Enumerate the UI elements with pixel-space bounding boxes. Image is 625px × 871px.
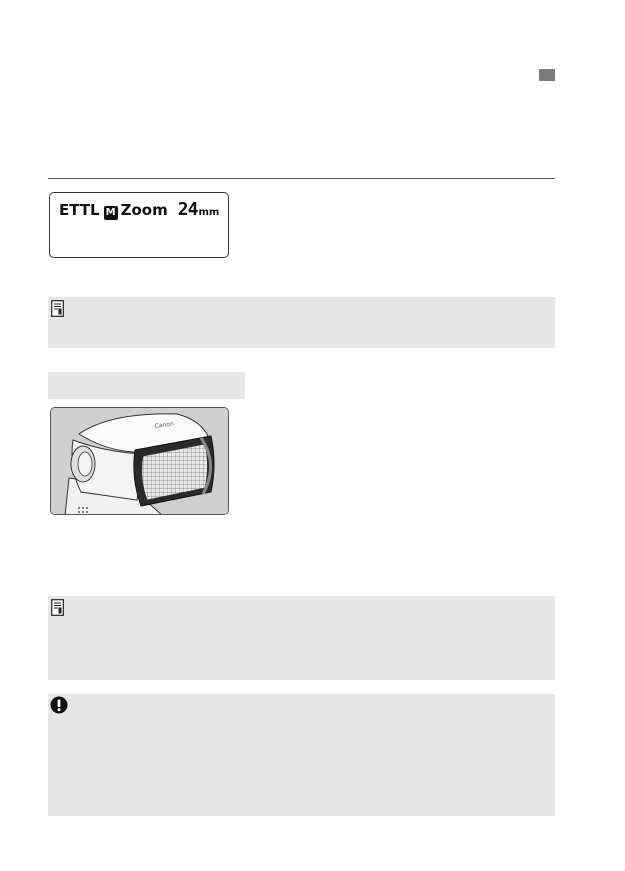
lcd-readout (59, 199, 219, 220)
section-heading-bar (48, 372, 245, 399)
memo-icon (51, 300, 64, 317)
header-divider (48, 178, 555, 179)
lcd-zoom-unit: mm (198, 207, 220, 218)
svg-text:Canon: Canon (154, 420, 175, 430)
caution-box (48, 694, 555, 816)
lcd-mode-text: ETTL (59, 201, 100, 219)
section-tab-marker (539, 69, 555, 81)
manual-zoom-badge: M (104, 206, 118, 220)
lcd-panel (49, 192, 229, 258)
lcd-zoom-value: 24 (177, 199, 198, 220)
exclamation-icon (50, 696, 68, 714)
flash-head-illustration (50, 407, 229, 515)
flash-head-drawing (51, 408, 229, 515)
lcd-zoom-label: Zoom (120, 201, 168, 219)
note-box (48, 297, 555, 348)
note-box (48, 596, 555, 680)
memo-icon (51, 599, 64, 616)
